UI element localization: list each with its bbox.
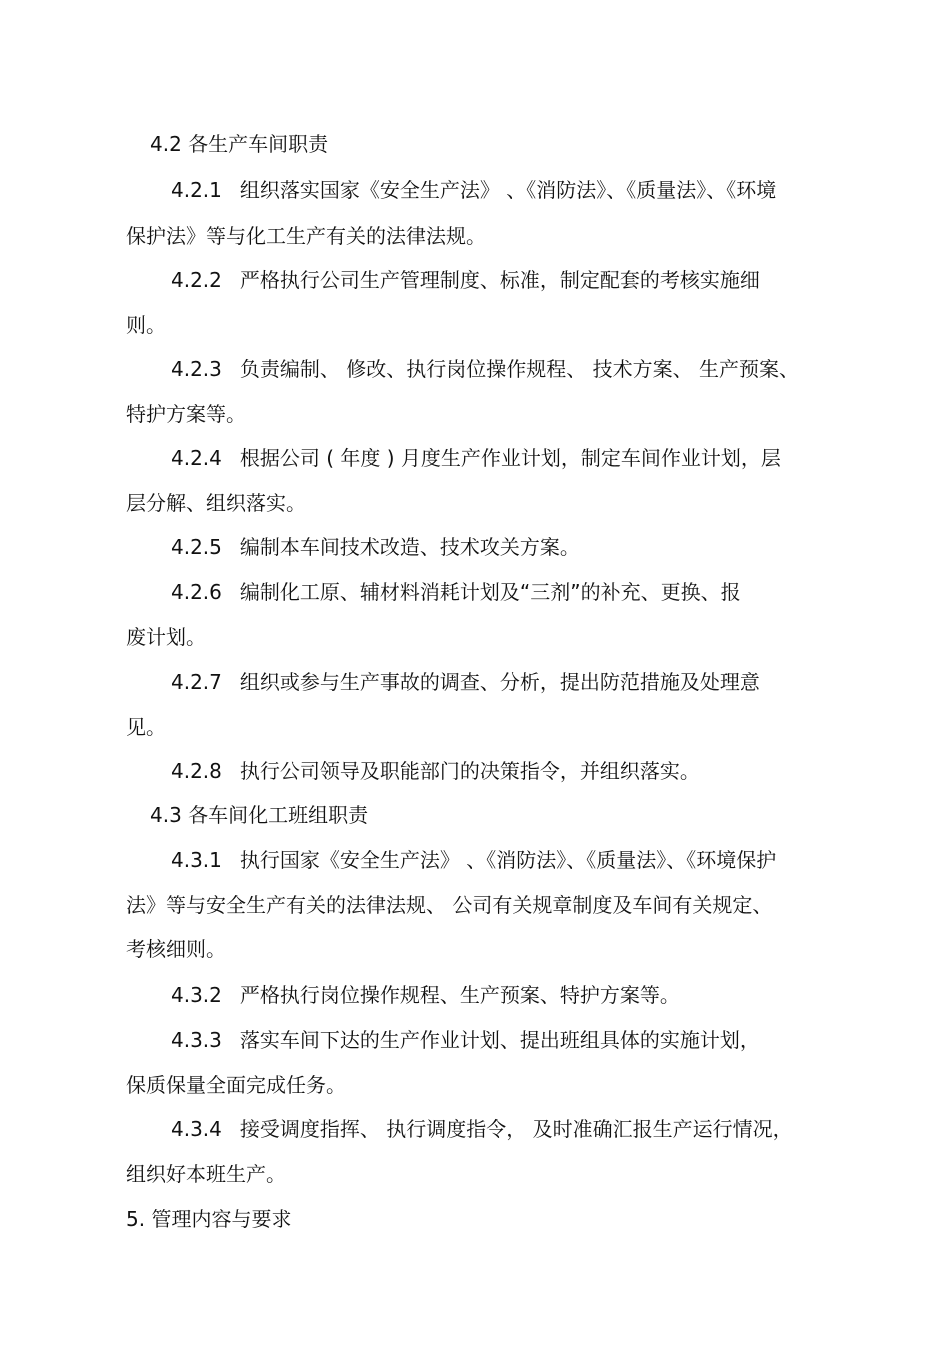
clause-item xyxy=(171,1115,793,1143)
clause-text-continuation: 保质保量全面完成任务。 xyxy=(126,1073,346,1097)
clause-text-continuation: 特护方案等。 xyxy=(126,402,246,426)
clause-item xyxy=(171,981,680,1009)
section-heading: 4.3 各车间化工班组职责 xyxy=(150,803,369,827)
clause-number: 4.3.3 xyxy=(171,1028,222,1052)
section-heading: 4.2 各生产车间职责 xyxy=(150,132,329,156)
clause-text: 严格执行岗位操作规程、生产预案、特护方案等。 xyxy=(239,983,680,1007)
clause-number: 4.2.7 xyxy=(171,670,222,694)
clause-number: 4.3.1 xyxy=(171,848,222,872)
section-heading: 5. 管理内容与要求 xyxy=(126,1207,292,1231)
clause-number: 4.2.3 xyxy=(171,357,222,381)
clause-text: 接受调度指挥、 执行调度指令， 及时准确汇报生产运行情况， xyxy=(239,1117,793,1141)
clause-text: 组织或参与生产事故的调查、分析，提出防范措施及处理意 xyxy=(239,670,760,694)
clause-text: 执行公司领导及职能部门的决策指令，并组织落实。 xyxy=(239,759,700,783)
clause-text-continuation: 废计划。 xyxy=(126,625,206,649)
clause-item xyxy=(171,533,580,561)
clause-item xyxy=(171,757,700,785)
clause-text: 组织落实国家《安全生产法》 、《消防法》、《质量法》、《环境 xyxy=(239,178,777,202)
clause-item xyxy=(171,846,776,874)
clause-number: 4.2.1 xyxy=(171,178,222,202)
clause-item xyxy=(171,176,776,204)
clause-number: 4.2.4 xyxy=(171,446,222,470)
clause-text: 负责编制、 修改、执行岗位操作规程、 技术方案、 生产预案、 xyxy=(239,357,799,381)
clause-text: 执行国家《安全生产法》 、《消防法》、《质量法》、《环境保护 xyxy=(239,848,777,872)
clause-text-continuation: 法》等与安全生产有关的法律法规、 公司有关规章制度及车间有关规定、 xyxy=(126,893,773,917)
clause-number: 4.2.2 xyxy=(171,268,222,292)
clause-item xyxy=(171,266,760,294)
clause-text: 编制本车间技术改造、技术攻关方案。 xyxy=(239,535,580,559)
clause-text: 编制化工原、辅材料消耗计划及“三剂”的补充、更换、报 xyxy=(239,580,741,604)
clause-item xyxy=(171,1026,760,1054)
clause-item xyxy=(171,355,799,383)
clause-text-continuation: 见。 xyxy=(126,715,166,739)
clause-text-continuation: 层分解、组织落实。 xyxy=(126,491,306,515)
clause-number: 4.2.5 xyxy=(171,535,222,559)
clause-text-continuation: 考核细则。 xyxy=(126,937,226,961)
clause-item xyxy=(171,444,781,472)
clause-text-continuation: 保护法》等与化工生产有关的法律法规。 xyxy=(126,224,486,248)
clause-text-continuation: 则。 xyxy=(126,313,166,337)
clause-item xyxy=(171,578,741,606)
clause-number: 4.3.2 xyxy=(171,983,222,1007)
clause-text-continuation: 组织好本班生产。 xyxy=(126,1162,286,1186)
clause-number: 4.2.6 xyxy=(171,580,222,604)
clause-number: 4.2.8 xyxy=(171,759,222,783)
clause-number: 4.3.4 xyxy=(171,1117,222,1141)
clause-item xyxy=(171,668,760,696)
clause-text: 落实车间下达的生产作业计划、提出班组具体的实施计划， xyxy=(239,1028,760,1052)
clause-text: 严格执行公司生产管理制度、标准，制定配套的考核实施细 xyxy=(239,268,760,292)
clause-text: 根据公司 ( 年度 ) 月度生产作业计划，制定车间作业计划，层 xyxy=(239,446,781,470)
